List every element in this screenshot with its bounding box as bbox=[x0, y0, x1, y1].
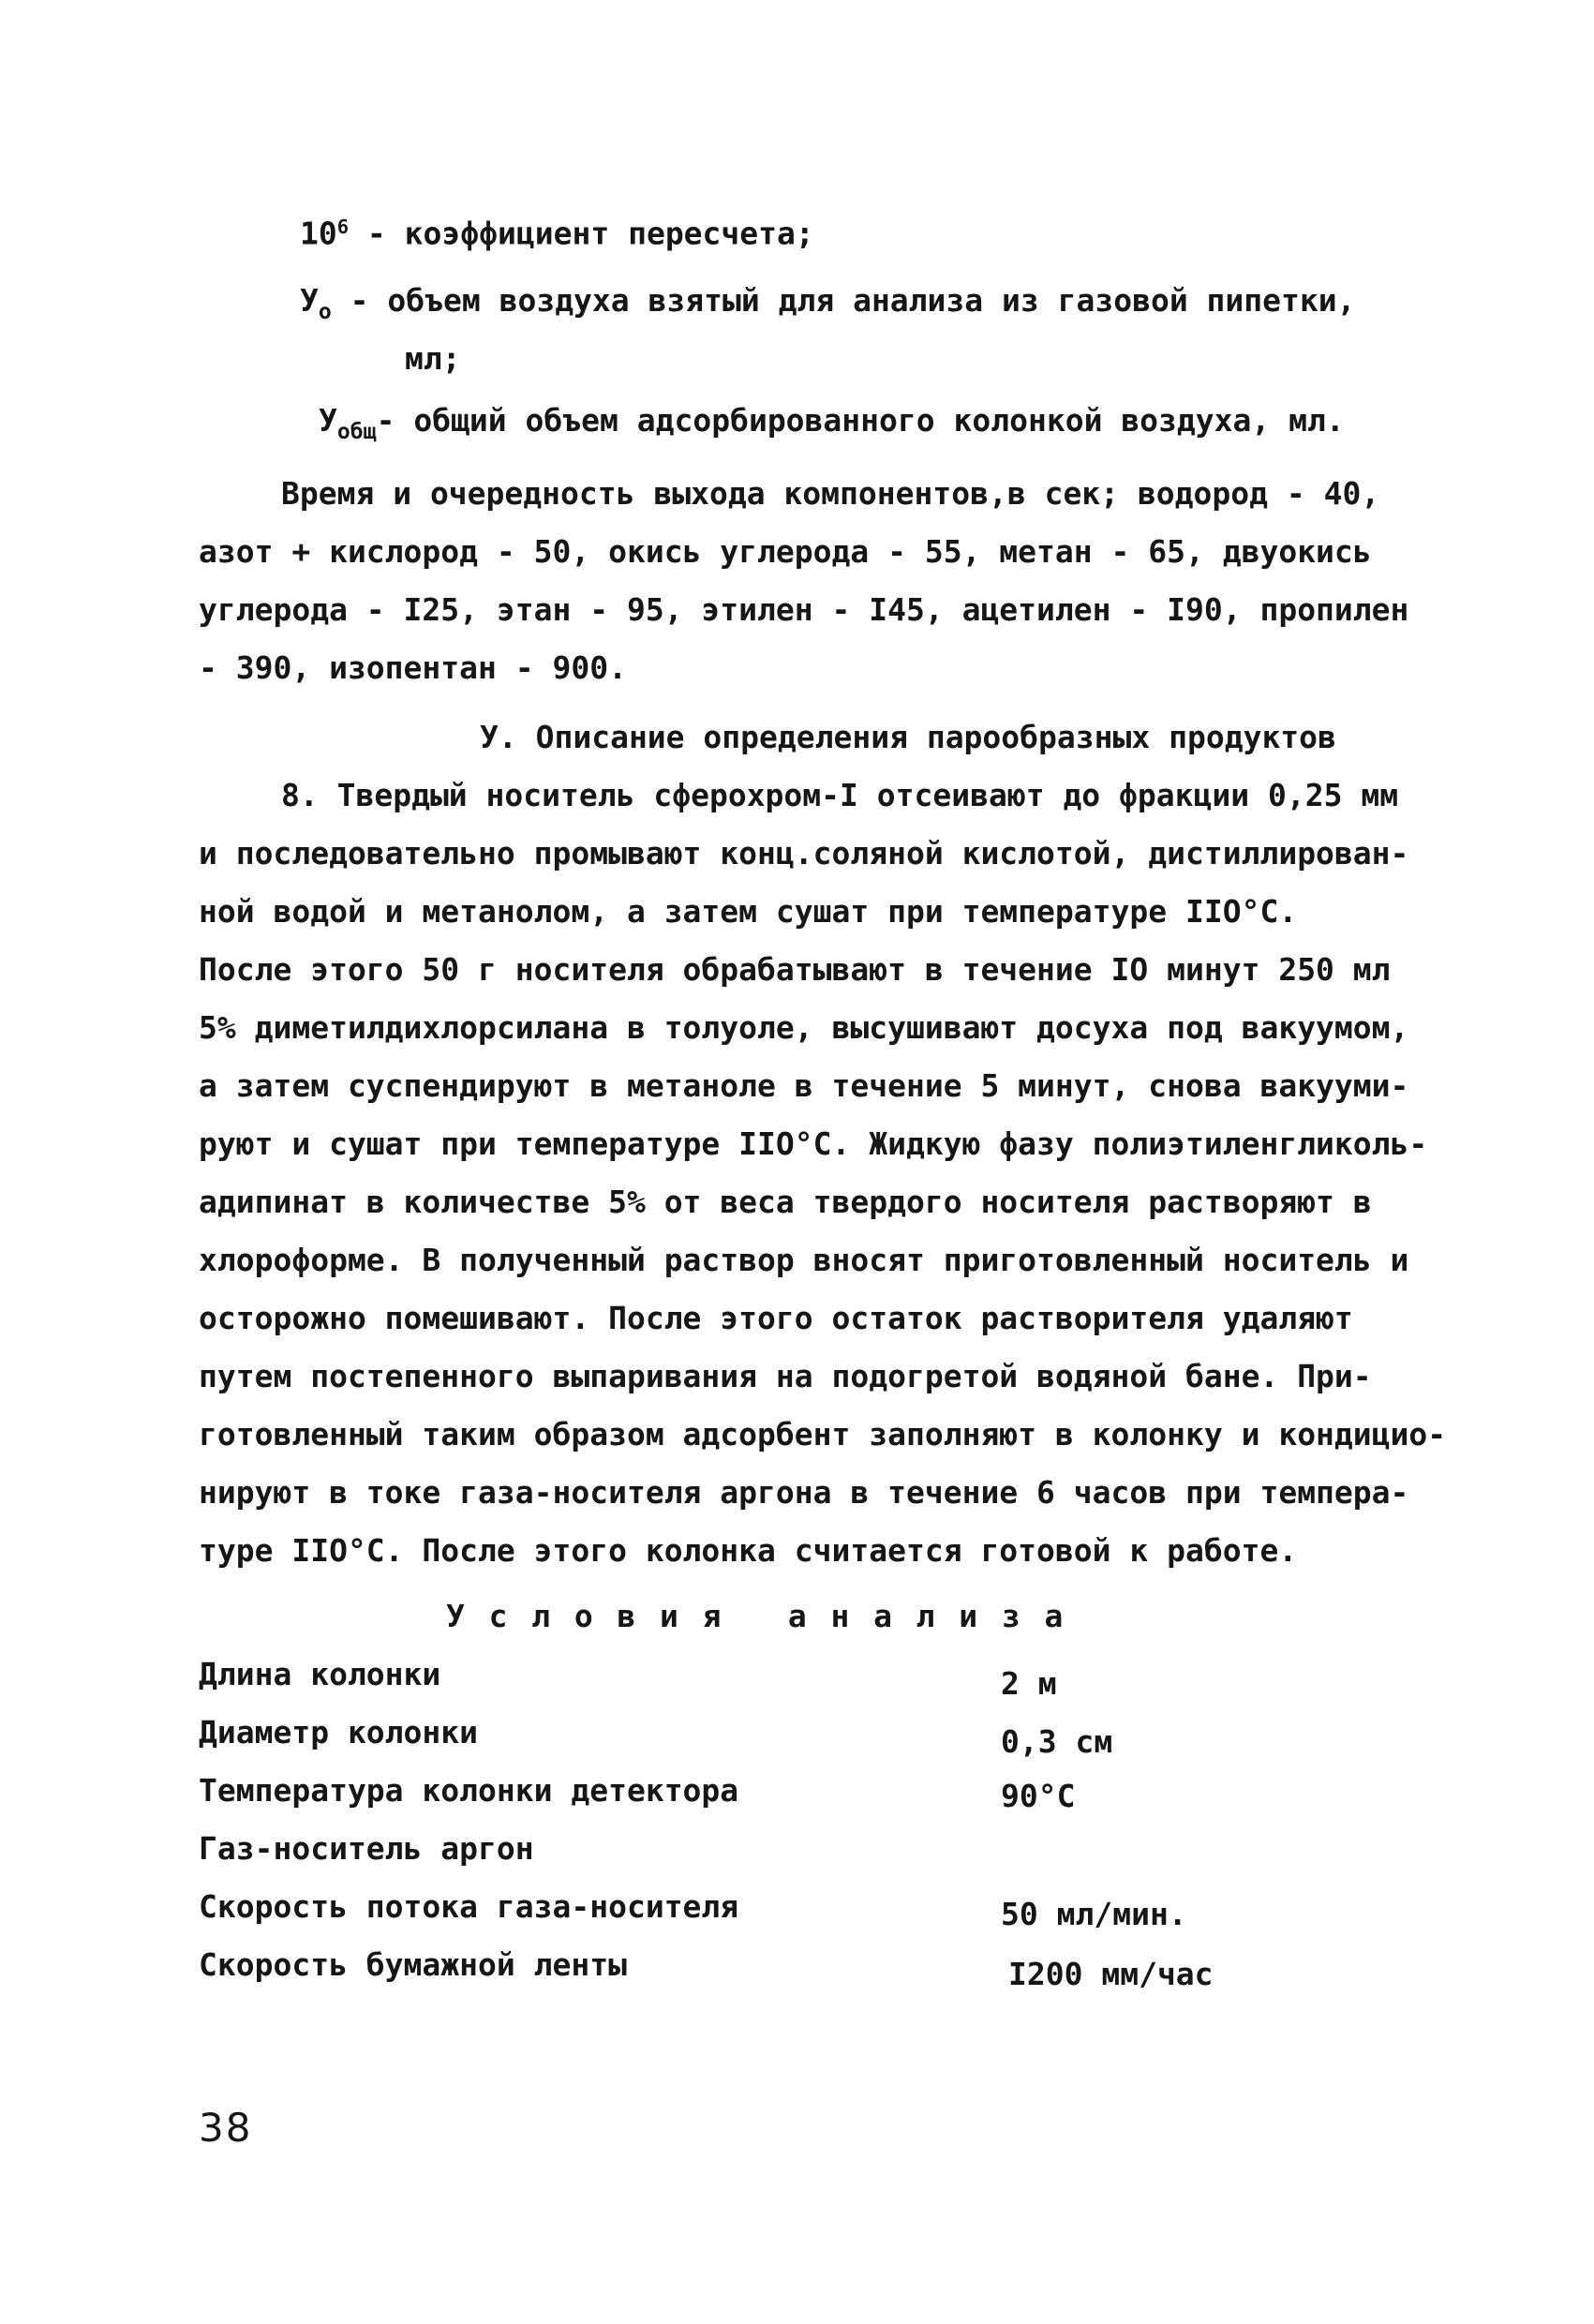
definition-symbol: У bbox=[319, 402, 337, 439]
section-heading: У. Описание определения парообразных продуктов bbox=[480, 719, 1336, 755]
times-line: - 390, изопентан - 900. bbox=[199, 649, 627, 686]
paragraph-line: После этого 50 г носителя обрабатывают в течение IO минут 250 мл bbox=[199, 951, 1391, 988]
paragraph-line: осторожно помешивают. После этого остаток растворителя удаляют bbox=[199, 1300, 1353, 1336]
condition-label: Газ-носитель аргон bbox=[199, 1830, 534, 1867]
definition-text: - общий объем адсорбированного колонкой воздуха, мл. bbox=[376, 402, 1345, 439]
definition-superscript: 6 bbox=[336, 216, 350, 238]
paragraph-line: 5% диметилдихлорсилана в толуоле, высушивают досуха под вакуумом, bbox=[199, 1009, 1409, 1046]
paragraph-line: и последовательно промывают конц.соляной кислотой, дистиллирован- bbox=[199, 835, 1409, 872]
definition-coefficient bbox=[300, 215, 814, 252]
paragraph-line: адипинат в количестве 5% от веса твердого носителя растворяют в bbox=[199, 1184, 1372, 1220]
condition-value: I200 мм/час bbox=[1008, 1956, 1214, 1992]
times-line: Время и очередность выхода компонентов,в сек; водород - 40, bbox=[281, 475, 1380, 512]
paragraph-line: хлороформе. В полученный раствор вносят приготовленный носитель и bbox=[199, 1242, 1409, 1278]
paragraph-line: туре IIO°C. После этого колонка считается готовой к работе. bbox=[199, 1532, 1298, 1569]
paragraph-line: нируют в токе газа-носителя аргона в течение 6 часов при темпера- bbox=[199, 1474, 1409, 1511]
condition-label: Температура колонки детектора bbox=[199, 1772, 739, 1809]
definition-symbol: У bbox=[300, 282, 319, 319]
definition-text: - объем воздуха взятый для анализа из газовой пипетки, bbox=[331, 282, 1356, 319]
condition-value: 0,3 см bbox=[1001, 1723, 1113, 1760]
condition-label: Длина колонки bbox=[199, 1656, 441, 1692]
conditions-heading: Условия анализа bbox=[446, 1598, 1088, 1634]
paragraph-line: ной водой и метанолом, а затем сушат при температуре IIO°C. bbox=[199, 893, 1298, 930]
paragraph-line: готовленный таким образом адсорбент заполняют в колонку и кондицио- bbox=[199, 1416, 1447, 1452]
times-line: азот + кислород - 50, окись углерода - 55, метан - 65, двуокись bbox=[199, 533, 1372, 570]
definition-total-volume bbox=[319, 402, 1345, 445]
page-number: 38 bbox=[199, 2105, 253, 2151]
definition-air-volume-unit: мл; bbox=[405, 340, 461, 377]
paragraph-line: путем постепенного выпаривания на подогретой водяной бане. При- bbox=[199, 1358, 1372, 1394]
condition-label: Диаметр колонки bbox=[199, 1714, 479, 1750]
times-line: углерода - I25, этан - 95, этилен - I45, ацетилен - I90, пропилен bbox=[199, 591, 1409, 628]
definition-subscript: общ bbox=[336, 420, 377, 445]
paragraph-line: а затем суспендируют в метаноле в течение 5 минут, снова вакууми- bbox=[199, 1067, 1409, 1104]
definition-air-volume bbox=[300, 282, 1356, 325]
condition-value: 50 мл/мин. bbox=[1001, 1896, 1187, 1932]
definition-symbol: 10 bbox=[300, 215, 337, 252]
paragraph-line: руют и сушат при температуре IIO°C. Жидкую фазу полиэтиленгликоль- bbox=[199, 1125, 1428, 1162]
condition-value: 90°C bbox=[1001, 1778, 1076, 1814]
paragraph-line: 8. Твердый носитель сферохром-I отсеивают до фракции 0,25 мм bbox=[281, 777, 1399, 813]
condition-label: Скорость бумажной ленты bbox=[199, 1946, 627, 1983]
definition-text: - коэффициент пересчета; bbox=[349, 215, 814, 252]
definition-subscript: о bbox=[318, 300, 332, 325]
condition-label: Скорость потока газа-носителя bbox=[199, 1888, 739, 1925]
condition-value: 2 м bbox=[1001, 1665, 1057, 1702]
